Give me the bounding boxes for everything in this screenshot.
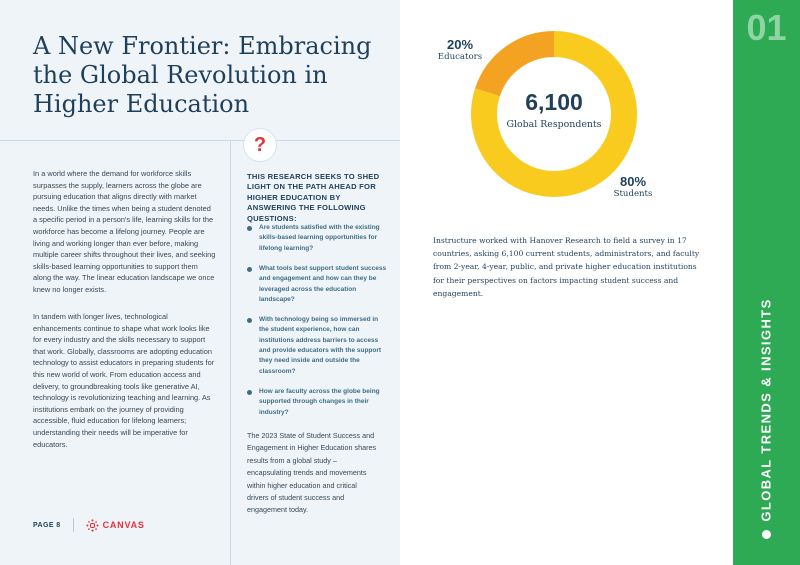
- canvas-logo-icon: [86, 519, 99, 532]
- bullet-icon: [247, 390, 252, 395]
- donut-slice-educators: [487, 44, 554, 92]
- question-text: With technology being so immersed in the student experience, how can institutions address barriers to access and provide educators with the support they need inside and outside the classroom?: [259, 315, 382, 375]
- column-divider: [230, 140, 231, 565]
- students-percent: 80%: [619, 174, 647, 189]
- bullet-icon: [247, 318, 252, 323]
- intro-paragraph-1: In a world where the demand for workforce skills surpasses the supply, learners across the globe are pursuing education that aligns directly with market needs. Unlike the times when being a student denoted a specific period in a person's life, learning skills for the workforce has become a lifelong journey. People are living and working longer than ever before, making multiple career shifts throughout their lives, and seeking skills-based learning opportunities to support them along the way. The linear education landscape we once knew no longer exists.: [33, 169, 216, 294]
- educators-name: Educators: [437, 52, 483, 62]
- title-band: [0, 0, 400, 141]
- students-label: [608, 174, 658, 200]
- bullet-icon: [247, 226, 252, 231]
- educators-label: [436, 37, 484, 63]
- respondents-label: Global Respondents: [506, 119, 602, 130]
- educators-percent: 20%: [446, 37, 474, 52]
- page-title: A New Frontier: Embracing the Global Revolution in Higher Education: [33, 32, 372, 118]
- list-item: [247, 387, 387, 418]
- question-text: Are students satisfied with the existing skills-based learning opportunities for lifelong learning?: [259, 224, 380, 252]
- page-number: PAGE 8: [33, 521, 61, 529]
- section-title: GLOBAL TRENDS & INSIGHTS: [758, 298, 774, 522]
- list-item: [247, 223, 387, 254]
- question-text: What tools best support student success and engagement and how can they be leveraged across the education landscape?: [259, 264, 387, 303]
- intro-paragraph-2: In tandem with longer lives, technological enhancements continue to shape what work looks like for every industry and the skills necessary to support that work. Globally, classrooms are adopting education technology to assist educators in preparing students for this new world of work. From education access and delivery, to groundbreaking tools like generative AI, technology is revolutionizing teaching and learning. As institutions embark on the journey of providing accessible, fluid education for lifelong learners; understanding their needs will be imperative for educators.: [33, 312, 215, 449]
- list-item: [247, 264, 387, 306]
- question-glyph: ?: [253, 133, 267, 156]
- chapter-sidebar: [733, 0, 800, 565]
- list-item: [247, 315, 387, 377]
- respondents-total: 6,100: [525, 89, 583, 115]
- students-name: Students: [613, 189, 653, 199]
- survey-description: Instructure worked with Hanover Research to field a survey in 17 countries, asking 6,100 current students, administrators, and faculty from 2-year, 4-year, public, and private higher education institutions for their perspectives on factors impacting student success and engagement.: [433, 236, 700, 298]
- footer-divider: [73, 518, 74, 532]
- question-text: How are faculty across the globe being supported through changes in their industry?: [259, 387, 380, 416]
- question-list: [247, 223, 387, 428]
- chapter-number: 01: [746, 7, 787, 48]
- dot-icon: [762, 530, 771, 539]
- closing-paragraph: The 2023 State of Student Success and Engagement in Higher Education shares results from a global study – encapsulating trends and movements within higher education and critical drivers of student success and engagement today.: [247, 431, 377, 515]
- canvas-logo[interactable]: [86, 519, 145, 532]
- question-mark-icon: [243, 128, 277, 162]
- footer: [33, 518, 145, 532]
- bullet-icon: [247, 267, 252, 272]
- logo-text: CANVAS: [102, 520, 145, 530]
- research-heading: THIS RESEARCH SEEKS TO SHED LIGHT ON THE PATH AHEAD FOR HIGHER EDUCATION BY ANSWERING THE FOLLOWING QUESTIONS:: [247, 172, 380, 223]
